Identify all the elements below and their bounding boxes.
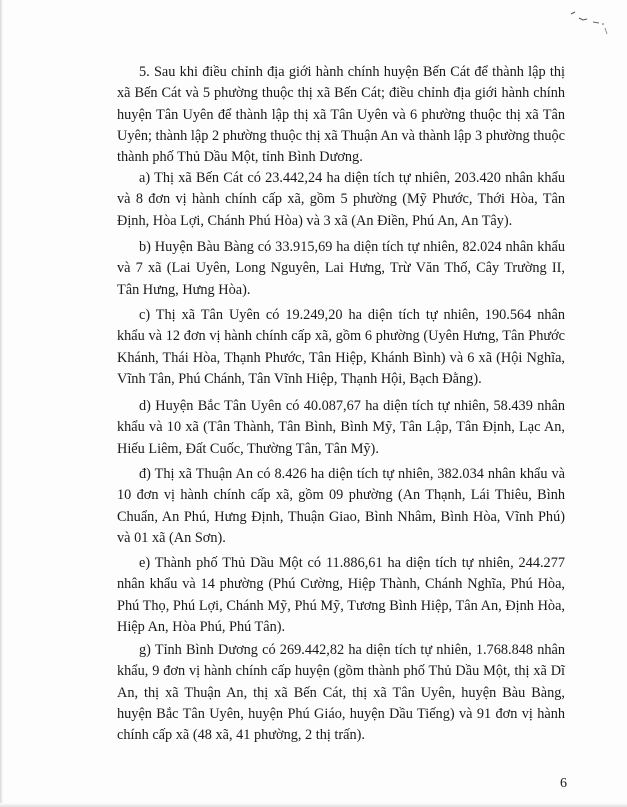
paragraph-c: c) Thị xã Tân Uyên có 19.249,20 ha diện tích tự nhiên, 190.564 nhân khẩu và 12 đơn vị hành chính cấp xã, gồm 6 phường (Uyên Hưng, Tân Phước Khánh, Thái Hòa, Thạnh Phước, Tân Hiệp, Khánh Bình) và 6 xã (Hội Nghĩa, Vĩnh Tân, Phú Chánh, Tân Vĩnh Hiệp, Thạnh Hội, Bạch Đằng). <box>117 307 565 387</box>
paragraph-e: e) Thành phố Thủ Dầu Một có 11.886,61 ha diện tích tự nhiên, 244.277 nhân khẩu và 14 phường (Phú Cường, Hiệp Thành, Chánh Nghĩa, Phú Hòa, Phú Thọ, Phú Lợi, Chánh Mỹ, Phú Mỹ, Tương Bình Hiệp, Tân An, Định Hòa, Hiệp An, Hòa Phú, Phú Tân). <box>117 555 565 635</box>
paragraph-dd: đ) Thị xã Thuận An có 8.426 ha diện tích tự nhiên, 382.034 nhân khẩu và 10 đơn vị hành chính cấp xã, gồm 09 phường (An Thạnh, Lái Thiêu, Bình Chuẩn, An Phú, Hưng Định, Thuận Giao, Bình Nhâm, Bình Hòa, Vĩnh Phú) và 01 xã (An Sơn). <box>117 466 565 546</box>
paragraph-5: 5. Sau khi điều chỉnh địa giới hành chính huyện Bến Cát để thành lập thị xã Bến Cát và 5 phường thuộc thị xã Bến Cát; điều chỉnh địa giới hành chính huyện Tân Uyên để thành lập thị xã Tân Uyên và 6 phường thuộc thị xã Tân Uyên; thành lập 2 phường thuộc thị xã Thuận An và thành lập 3 phường thuộc thành phố Thủ Dầu Một, tỉnh Bình Dương. <box>117 64 565 166</box>
paragraph-g: g) Tỉnh Bình Dương có 269.442,82 ha diện tích tự nhiên, 1.768.848 nhân khẩu, 9 đơn vị hành chính cấp huyện (gồm thành phố Thủ Dầu Một, thị xã Dĩ An, thị xã Thuận An, thị xã Bến Cát, thị xã Tân Uyên, huyện Bàu Bàng, huyện Bắc Tân Uyên, huyện Phú Giáo, huyện Dầu Tiếng) và 91 đơn vị hành chính cấp xã (48 xã, 41 phường, 2 thị trấn). <box>117 642 565 744</box>
scan-artifact-marks <box>569 10 609 40</box>
paragraph-a: a) Thị xã Bến Cát có 23.442,24 ha diện tích tự nhiên, 203.420 nhân khẩu và 8 đơn vị hành chính cấp xã, gồm 5 phường (Mỹ Phước, Thới Hòa, Tân Định, Hòa Lợi, Chánh Phú Hòa) và 3 xã (An Điền, Phú An, An Tây). <box>117 170 565 229</box>
scan-edge <box>0 0 3 807</box>
scan-edge-bottom <box>0 803 627 807</box>
page-number: 6 <box>560 776 567 791</box>
paragraph-b: b) Huyện Bàu Bàng có 33.915,69 ha diện tích tự nhiên, 82.024 nhân khẩu và 7 xã (Lai Uyên, Long Nguyên, Lai Hưng, Trừ Văn Thố, Cây Trường II, Tân Hưng, Hưng Hòa). <box>117 239 565 298</box>
paragraph-d: d) Huyện Bắc Tân Uyên có 40.087,67 ha diện tích tự nhiên, 58.439 nhân khẩu và 10 xã (Tân Thành, Tân Bình, Bình Mỹ, Tân Lập, Tân Định, Lạc An, Hiếu Liêm, Đất Cuốc, Thường Tân, Tân Mỹ). <box>117 398 565 457</box>
